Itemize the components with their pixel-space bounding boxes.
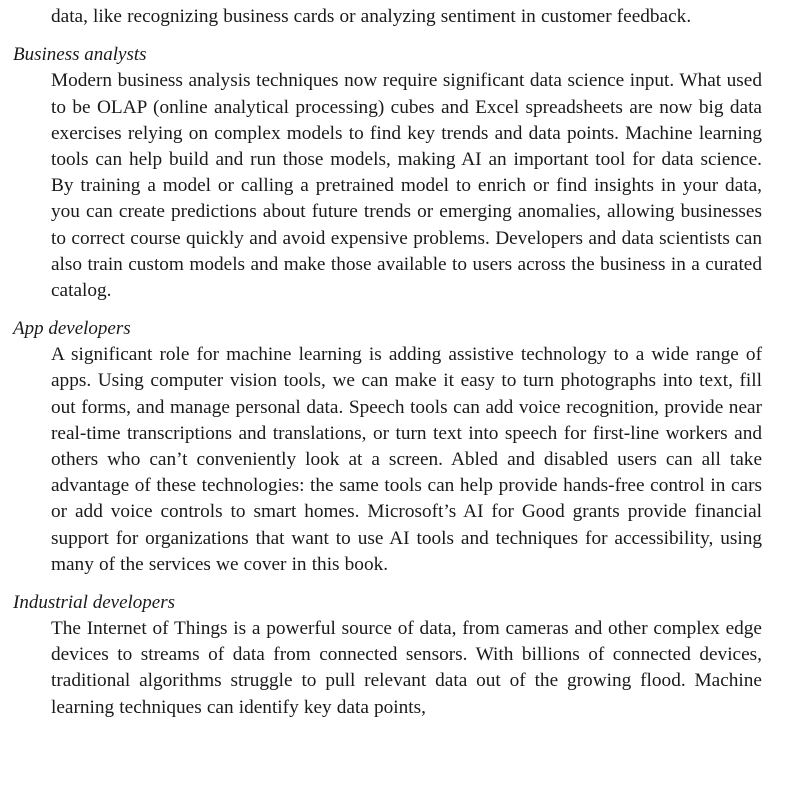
- app-developers-paragraph: A significant role for machine learning is adding assistive technology to a wide range of apps. Using computer vision tools, we can make it easy to turn photographs into text, fill out forms, and manage personal data. Speech tools can add voice recognition, provide near real-time transcriptions and translations, or turn text into speech for first-line workers and others who can’t conveniently look at a screen. Abled and disabled users can all take advantage of these technologies: the same tools can help provide hands-free control in cars or add voice controls to smart homes. Microsoft’s AI for Good grants provide financial support for organizations that want to use AI tools and techniques for accessibility, using many of the services we cover in this book.: [51, 344, 762, 575]
- industrial-developers-paragraph: The Internet of Things is a powerful source of data, from cameras and other complex edge devices to streams of data from connected sensors. With billions of connected devices, traditional algorithms struggle to pull relevant data out of the growing flood. Machine learning techniques can identify key data points,: [51, 618, 762, 718]
- term-business-analysts: Business analysts: [13, 44, 147, 66]
- term-app-developers: App developers: [13, 318, 131, 340]
- business-analysts-paragraph: Modern business analysis techniques now require significant data science input. What used to be OLAP (online analytical processing) cubes and Excel spreadsheets are now big data exercises relying on complex models to find key trends and data points. Machine learning tools can help build and run those models, making AI an important tool for data science. By training a model or calling a pretrained model to enrich or find insights in your data, you can create predictions about future trends or emerging anomalies, allowing businesses to correct course quickly and avoid expensive problems. Developers and data scientists can also train custom models and make those available to users across the business in a curated catalog.: [51, 70, 762, 302]
- term-industrial-developers: Industrial developers: [13, 592, 176, 614]
- intro-paragraph: data, like recognizing business cards or analyzing sentiment in customer feedback.: [51, 6, 692, 28]
